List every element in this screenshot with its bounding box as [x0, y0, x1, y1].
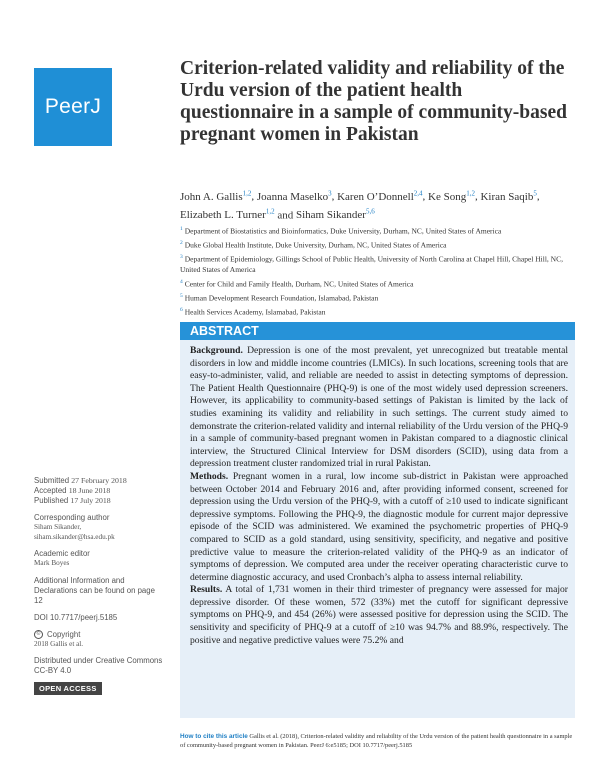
author-name: John A. Gallis [180, 190, 243, 203]
results-label: Results. [190, 584, 223, 596]
citation-footer [180, 732, 575, 750]
author-name: Elizabeth L. Turner [180, 209, 266, 222]
affiliation-text: Health Services Academy, Islamabad, Pakistan [184, 307, 326, 317]
results-text: A total of 1,731 women in their third trimester of pregnancy were assessed for major depressive disorder. Of these women, 572 (33%) met the cutoff for significant depressive symptoms on PHQ-9, and 454 (26%) were assessed positive for depression using the SCID. The sensitivity and specificity of PHQ-9 at a cutoff of ≥10 was 94.7% and 88.9%, respectively. The positive and negative predictive values were 75.2% and [190, 584, 568, 646]
author[interactable] [337, 191, 422, 203]
corresponding-label: Corresponding author [34, 513, 110, 522]
background-label: Background. [190, 345, 243, 356]
affiliation-item [180, 238, 575, 251]
cite-label: How to cite this article [180, 733, 248, 740]
submitted-date: 27 February 2018 [71, 476, 127, 485]
author-affiliation-sup: 5 [533, 189, 537, 197]
author[interactable] [180, 209, 275, 221]
affiliation-item [180, 224, 575, 237]
author-affiliation-sup: 5,6 [365, 207, 375, 216]
author[interactable] [180, 191, 251, 203]
affiliation-number: 4 [180, 278, 183, 285]
abstract-body [190, 345, 568, 647]
affiliation-list [180, 224, 575, 319]
author-affiliation-sup: 1,2 [466, 189, 475, 197]
affiliation-number: 2 [180, 240, 183, 247]
submitted-row: Submitted 27 February 2018 [34, 476, 127, 485]
affiliation-item [180, 252, 575, 275]
copyright-text: 2018 Gallis et al. [34, 639, 84, 648]
author-affiliation-sup: 1,2 [242, 189, 252, 197]
author-name: Karen O’Donnell [337, 190, 414, 203]
academic-editor-block [34, 549, 164, 569]
published-row: Published 17 July 2018 [34, 496, 111, 505]
affiliation-item [180, 291, 575, 304]
background-text: Depression is one of the most prevalent, yet unrecognized but treatable mental disorders in low and middle income countries (LMICs). In such locations, screening tools that are easy-to-administer, valid, and reliable are needed to assist in detecting symptoms of depression. The Patient Health Questionnaire (PHQ-9) is one of the most widely used depression screeners. However, its applicability to community-based settings of Pakistan is limited by the lack of studies examining its validity and reliability in such settings. The current study aimed to demonstrate the criterion-related validity and internal reliability of the Urdu version of the PHQ-9 in a sample of community-based pregnant women in Pakistan compared to a diagnostic clinical interview, the Structured Clinical Interview for DSM disorders (SCID), using data from a depression treatment cluster randomized trial in rural Pakistan. [190, 345, 568, 470]
cite-text: Gallis et al. (2018), Criterion-related validity and reliability of the Urdu version of the patient health questionnaire in a sample of community-based pregnant women in Pakistan. PeerJ 6:e5185; DOI 10.7717/peerj.5185 [180, 733, 573, 749]
peerj-logo [34, 68, 112, 146]
author[interactable] [257, 191, 332, 203]
open-access-badge: OPEN ACCESS [34, 682, 102, 695]
author-name: Siham Sikander [296, 209, 366, 222]
affiliation-text: Center for Child and Family Health, Durham, NC, United States of America [184, 279, 414, 289]
author-name: Ke Song [428, 190, 467, 203]
author[interactable] [428, 191, 475, 203]
published-date: 17 July 2018 [70, 496, 111, 505]
affiliation-text: Department of Biostatistics and Bioinformatics, Duke University, Durham, NC, United States of America [184, 226, 502, 236]
corresponding-name: Siham Sikander, [34, 523, 82, 531]
accepted-date: 18 June 2018 [68, 486, 111, 495]
affiliation-text: Department of Epidemiology, Gillings School of Public Health, University of North Carolina at Chapel Hill, Chapel Hill, NC, United States of America [180, 254, 563, 275]
author-list: John A. Gallis$^{1,2}$, Joanna Maselko$^3$, Karen O’Donnell$^{2,4}$, Ke Song$^{1,2}$, Kiran Saqib$^5$, Elizabeth L. Turner$^{1,2}$ and Siham Sikander$^{5,6}$ [180, 189, 540, 222]
author[interactable] [296, 209, 375, 221]
abstract-heading: ABSTRACT [180, 322, 575, 340]
affiliation-number: 6 [180, 307, 183, 314]
author-affiliation-sup: 2,4 [413, 189, 423, 197]
abstract-results [190, 584, 568, 647]
author-name: Kiran Saqib [480, 190, 534, 203]
affiliation-number: 1 [180, 226, 183, 232]
abstract-methods [190, 471, 568, 584]
license-text[interactable]: Distributed under Creative Commons CC-BY 4.0 [34, 656, 163, 675]
author-affiliation-sup: 1,2 [265, 207, 275, 216]
methods-label: Methods. [190, 470, 229, 482]
editor-label: Academic editor [34, 549, 90, 558]
author-name: Joanna Maselko [256, 190, 329, 203]
methods-text: Pregnant women in a rural, low income sub-district in Pakistan were approached between October 2014 and February 2016 and, after providing informed consent, screened for depression using the Urdu version of the PHQ-9, with a cutoff of ≥10 used to indicate significant depressive symptoms. Following the PHQ-9, the diagnostic module for current major depressive episode of the SCID was administered. We examined the psychometric properties of PHQ-9 compared to SCID as a gold standard, using sensitivity, specificity, and negative and positive predictive value to measure the criterion-related validity of the PHQ-9 as an indicator of symptoms of depression. We computed area under the receiver operating characteristic curve to determine diagnostic accuracy, and used Cronbach’s alpha to assess internal reliability. [190, 470, 568, 583]
doi-link[interactable]: DOI 10.7717/peerj.5185 [34, 612, 118, 622]
affiliation-number: 3 [180, 254, 183, 261]
abstract-background [190, 345, 568, 471]
article-sidebar [34, 476, 164, 696]
affiliation-item [180, 305, 575, 318]
logo-text: PeerJ [44, 95, 102, 118]
editor-name: Mark Boyes [34, 559, 70, 567]
paper-title: Criterion-related validity and reliability of the Urdu version of the patient health questionnaire in a sample of community-based pregnant women in Pakistan [180, 58, 567, 145]
affiliation-item [180, 277, 575, 290]
accepted-row: Accepted 18 June 2018 [34, 486, 111, 495]
affiliation-text: Duke Global Health Institute, Duke University, Durham, NC, United States of America [184, 240, 447, 250]
copyright-icon: © [34, 630, 43, 639]
affiliation-number: 5 [180, 293, 183, 300]
affiliation-text: Human Development Research Foundation, Islamabad, Pakistan [184, 293, 379, 303]
author[interactable] [480, 191, 536, 203]
corresponding-email-link[interactable]: siham.sikander@hsa.edu.pk [34, 532, 115, 541]
additional-info-link[interactable]: Additional Information and Declarations can be found on page 12 [34, 575, 155, 605]
author-affiliation-sup: 3 [328, 189, 332, 197]
copyright-block [34, 630, 164, 650]
copyright-label: Copyright [47, 629, 81, 639]
corresponding-author-block [34, 513, 164, 542]
